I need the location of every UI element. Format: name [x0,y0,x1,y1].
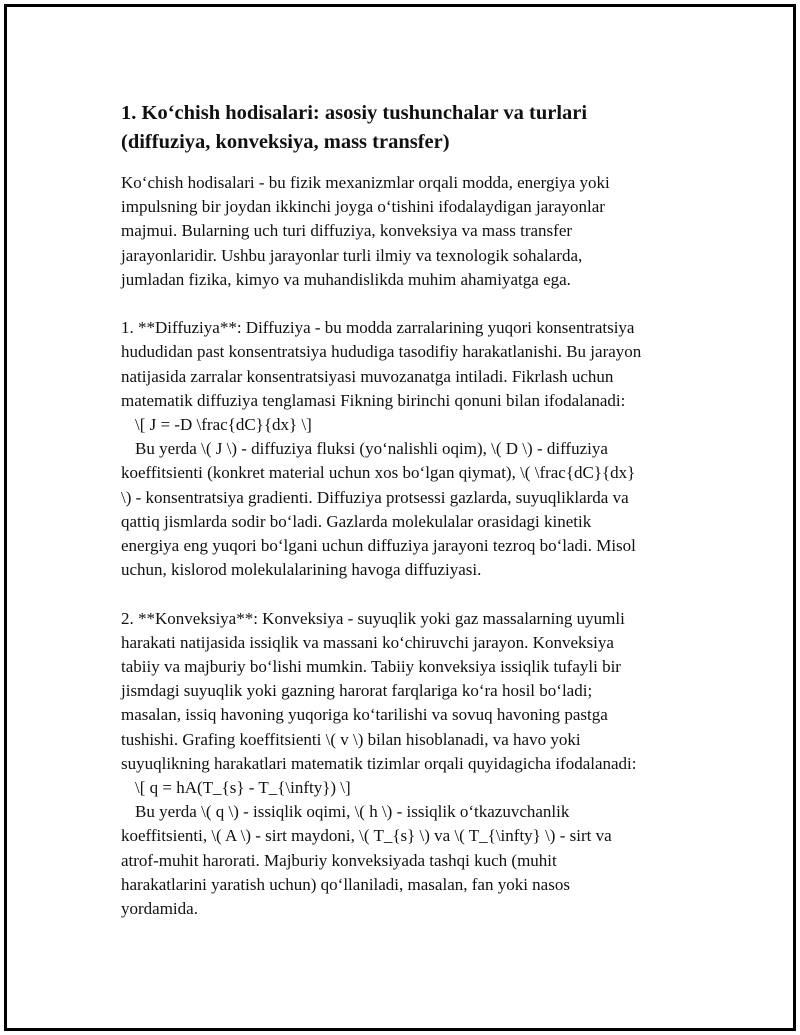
formula-line: \[ q = hA(T_{s} - T_{\infty}) \] [135,778,351,798]
formula-line: \[ J = -D \frac{dC}{dx} \] [135,415,312,435]
title-line: (diffuziya, konveksiya, mass transfer) [121,131,450,153]
text-line: Bu yerda \( J \) - diffuziya fluksi (yo‘nalishli oqim), \( D \) - diffuziya [135,439,608,459]
text-line: jarayonlaridir. Ushbu jarayonlar turli ilmiy va texnologik sohalarda, [121,245,583,265]
text-line: natijasida zarralar konsentratsiyasi muvozanatga intiladi. Fikrlash uchun [121,366,614,386]
paragraph-gap [121,582,701,606]
text-line: majmui. Bularning uch turi diffuziya, konveksiya va mass transfer [121,221,573,241]
text-line: harakatlarini yaratish uchun) qo‘llaniladi, masalan, fan yoki nasos [121,874,570,894]
text-line: qattiq jismlarda sodir bo‘ladi. Gazlarda molekulalar orasidagi kinetik [121,511,592,531]
text-line: hududidan past konsentratsiya hududiga tasodifiy harakatlanishi. Bu jarayon [121,342,642,362]
text-line: atrof-muhit harorati. Majburiy konveksiyada tashqi kuch (muhit [121,850,557,870]
title-line: 1. Ko‘chish hodisalari: asosiy tushunchalar va turlari [121,102,588,124]
text-line: jismdagi suyuqlik yoki gazning harorat farqlariga ko‘ra hosil bo‘ladi; [121,681,593,701]
text-line: Bu yerda \( q \) - issiqlik oqimi, \( h \) - issiqlik o‘tkazuvchanlik [135,802,570,822]
text-line: koeffitsienti, \( A \) - sirt maydoni, \( T_{s} \) va \( T_{\infty} \) - sirt va [121,826,612,846]
convection-section [121,607,701,922]
intro-paragraph [121,171,701,292]
text-line: suyuqlikning harakatlari matematik tizimlar orqali quyidagicha ifodalanadi: [121,753,637,773]
text-line: Ko‘chish hodisalari - bu fizik mexanizmlar orqali modda, energiya yoki [121,173,610,192]
text-line: \) - konsentratsiya gradienti. Diffuziya protsessi gazlarda, suyuqliklarda va [121,487,629,507]
document-body [121,99,701,921]
text-line: energiya eng yuqori bo‘lgani uchun diffuziya jarayoni tezroq bo‘ladi. Misol [121,536,636,556]
text-line: 1. **Diffuziya**: Diffuziya - bu modda zarralarining yuqori konsentratsiya [121,318,635,338]
text-line: koeffitsienti (konkret material uchun xos bo‘lgan qiymat), \( \frac{dC}{dx} [121,463,636,483]
text-line: 2. **Konveksiya**: Konveksiya - suyuqlik yoki gaz massalarning uyumli [121,608,625,628]
text-line: harakati natijasida issiqlik va massani ko‘chiruvchi jarayon. Konveksiya [121,632,614,652]
diffusion-section [121,316,701,582]
text-line: tushishi. Grafing koeffitsienti \( v \) bilan hisoblanadi, va havo yoki [121,729,581,749]
paragraph-gap [121,292,701,316]
text-line: impulsning bir joydan ikkinchi joyga o‘tishini ifodalaydigan jarayonlar [121,197,605,217]
text-line: tabiiy va majburiy bo‘lishi mumkin. Tabiiy konveksiya issiqlik tufayli bir [121,657,621,677]
text-line: yordamida. [121,899,198,919]
page-frame [4,4,796,1031]
document-title [121,99,701,157]
text-line: jumladan fizika, kimyo va muhandislikda muhim ahamiyatga ega. [121,269,571,289]
text-line: masalan, issiq havoning yuqoriga ko‘tarilishi va sovuq havoning pastga [121,705,608,725]
text-line: matematik diffuziya tenglamasi Fikning birinchi qonuni bilan ifodalanadi: [121,390,626,410]
text-line: uchun, kislorod molekulalarining havoga diffuziyasi. [121,560,482,580]
